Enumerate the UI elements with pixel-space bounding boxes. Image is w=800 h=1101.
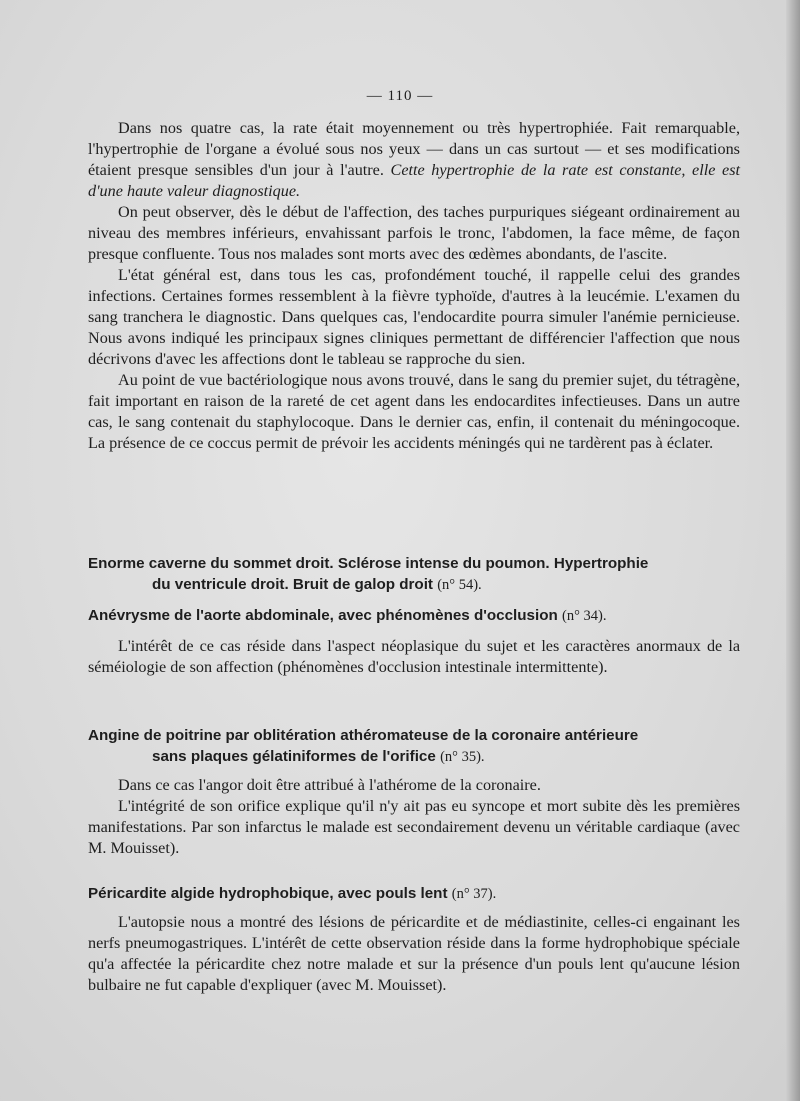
section-heading-anevrysme [88, 605, 740, 627]
paragraph-etat-general: L'état général est, dans tous les cas, profondément touché, il rappelle celui des grandes infections. Certaines formes ressemblent à la fièvre typhoïde, d'autres à la leucémie. L'examen du sang tranchera le diagnostic. Dans quelques cas, l'endocardite pourra simuler l'anémie pernicieuse. Nous avons indiqué les principaux signes cliniques permettant de différencier l'affection que nous décrivons d'avec les affections dont le tableau se rapproche du sien. [88, 266, 740, 368]
observation-ref: (n° 54). [437, 577, 482, 593]
page-number: — 110 — [366, 88, 434, 104]
intro-text [88, 118, 740, 454]
section-body-angine [88, 775, 740, 859]
observation-ref: (n° 34). [562, 608, 607, 624]
paragraph-pericardite: L'autopsie nous a montré des lésions de péricardite et de médiastinite, celles-ci engainant les nerfs pneumogastriques. L'intérêt de cette observation réside dans la forme hydrophobique spéciale qu'a affectée la péricardite chez notre malade et sur la présence d'un pouls lent qu'aucune lésion bulbaire ne fut capable d'expliquer (avec M. Mouisset). [88, 913, 740, 994]
paragraph-integrite: L'intégrité de son orifice explique qu'il n'y ait pas eu syncope et mort subite dès les premières manifestations. Par son infarctus le malade est secondairement devenu un véritable cardiaque (avec M. Mouisset). [88, 797, 740, 857]
heading-continuation [88, 746, 740, 768]
heading-text-2: du ventricule droit. Bruit de galop droit [152, 576, 433, 593]
paragraph-purpura: On peut observer, dès le début de l'affection, des taches purpuriques siégeant ordinairement au niveau des membres inférieurs, envahissant parfois le tronc, l'abdomen, la face même, de façon presque confluente. Tous nos malades sont morts avec des œdèmes abondants, de l'ascite. [88, 203, 740, 263]
heading-continuation [88, 574, 740, 596]
heading-text-2: sans plaques gélatiniformes de l'orifice [152, 748, 436, 765]
section-heading-caverne [88, 553, 740, 596]
paragraph-rate-text: Dans nos quatre cas, la rate était moyennement ou très hypertrophiée. Fait remarquable, l'hypertrophie de l'organe a évolué sous nos yeux — dans un cas surtout — et ses modifications étaient presque sensibles d'un jour à l'autre. [88, 119, 740, 179]
section-heading-pericardite [88, 883, 740, 905]
paragraph-angor: Dans ce cas l'angor doit être attribué à l'athérome de la coronaire. [118, 776, 541, 794]
page-edge-shadow [786, 0, 800, 1101]
observation-ref: (n° 37). [451, 886, 497, 902]
heading-text: Anévrysme de l'aorte abdominale, avec phénomènes d'occlusion [88, 607, 558, 624]
paragraph-bacteriologie: Au point de vue bactériologique nous avons trouvé, dans le sang du premier sujet, du tétragène, fait important en raison de la rareté de cet agent dans les endocardites infectieuses. Dans un autre cas, le sang contenait du staphylocoque. Dans le dernier cas, enfin, il contenait du méningocoque. La présence de ce coccus permit de prévoir les accidents méningés qui ne tardèrent pas à éclater. [88, 371, 740, 452]
paragraph-anevrysme: L'intérêt de ce cas réside dans l'aspect néoplasique du sujet et les caractères anormaux de la séméiologie de son affection (phénomènes d'occlusion intestinale intermittente). [88, 637, 740, 676]
section-heading-angine [88, 725, 740, 768]
section-body-anevrysme [88, 636, 740, 678]
heading-text: Enorme caverne du sommet droit. Sclérose intense du poumon. Hypertrophie [88, 555, 649, 572]
heading-text: Péricardite algide hydrophobique, avec pouls lent [88, 885, 448, 902]
observation-ref: (n° 35). [440, 749, 485, 765]
paragraph-rate-italic: Cette hypertrophie de la rate est constante, elle est d'une haute valeur diagnostique. [88, 161, 741, 200]
section-body-pericardite [88, 912, 740, 996]
heading-text: Angine de poitrine par oblitération athéromateuse de la coronaire antérieure [88, 727, 639, 744]
paragraph-rate [88, 118, 740, 202]
